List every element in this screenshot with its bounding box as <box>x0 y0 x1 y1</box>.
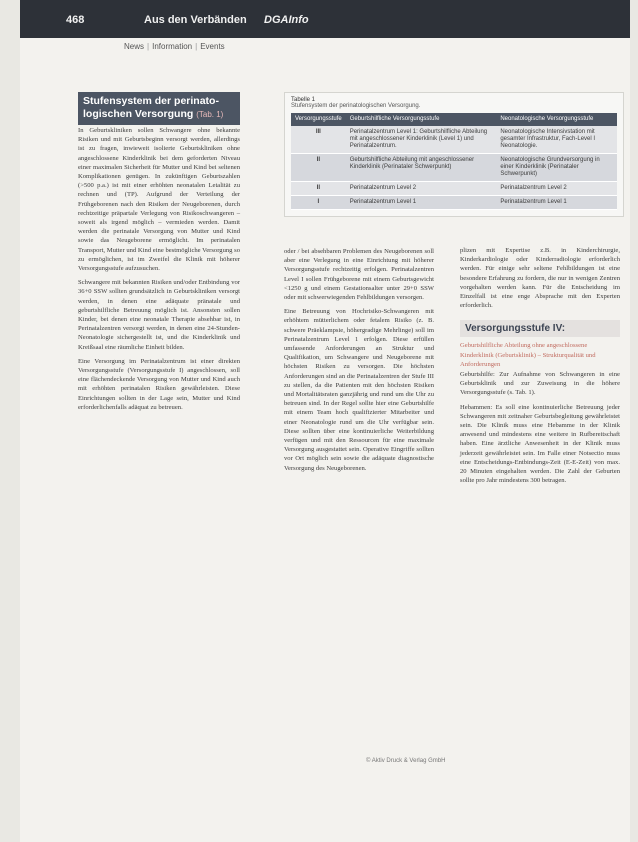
right-intro: plizen mit Expertise z.B. in Kinderchirurgie, Kinderkardiologie oder Kinderradiologie erforderlich werden. Für einige sehr seltene Fehlbildungen ist eine besondere Erfahrung zu fordern, die nur in wenigen Zentren vorgehalten werden kann. Für die Entscheidung im Einzelfall ist eine enge Absprache mit den Experten erforderlich. <box>460 247 620 310</box>
subsection-heading: Versorgungsstufe IV: <box>460 320 620 337</box>
paragraph: Hebammen: Es soll eine kontinuierliche Betreuung jeder Schwangeren mit zeitnaher Geburtsbegleitung gewährleistet sein. Die Klinik muss eine Hebamme in der Klinik anwesend und mindestens eine weitere in Rufbereitschaft haben. Eine ärztliche Anwesenheit in der Klinik muss jederzeit gewährleistet sein. Im Falle einer Notsectio muss eine Entscheidungs-Entbindungs-Zeit (E-E-Zeit) von max. 20 Minuten eingehalten werden. Die Zahl der Geburten sollte pro Jahr mindestens 300 betragen. <box>460 403 620 485</box>
paragraph: oder / bei absehbaren Problemen des Neugeborenen soll aber eine Verlegung in eine Einrichtung mit höherer Versorgungsstufe rechtzeitig erfolgen. Perinatalzentren Level I sollen Frühgeborene mit einem Geburtsgewicht <1250 g und einem Gestationsalter unter 29+0 SSW oder mit schwerwiegenden Fehlbildungen versorgen. <box>284 248 434 302</box>
paragraph: Eine Betreuung von Hochrisiko-Schwangeren mit erhöhtem mütterlichem oder fetalem Risiko (z. B. schwere Präeklampsie, höhergradige Mehrlinge) soll im Perinatalzentrum Level 1 erfolgen. Diese erfüllen umfassende Anforderungen an Struktur und Qualifikation, um Schwangere und Neugeborene mit höchsten Risiken zu versorgen. Die höchsten Anforderungen sind an die Perinatalzentren der Stufe III zu stellen, da die Patienten mit den höchsten Risiken und Mortalitätsraten ganzjährig und rund um die Uhr zu betreuen sind. In der Regel sollte hier eine Geburtshilfe mit einem Team hoch qualifizierter Mitarbeiter und einer Neonatologie rund um die Uhr verfügbar sein. Diese sollten über eine kontinuierliche Weiterbildung verfügen und mit den Ressourcen für eine maximale Versorgung ausgestattet sein. Operative Eingriffe sollten vor Ort möglich sein sowie die adäquate diagnostische Versorgung des Neugeborenen. <box>284 308 434 472</box>
table-row: II Geburtshilfliche Abteilung mit angeschlossener Kinderklinik (Perinataler Schwerpunkt) Neonatologische Grundversorgung in einer Kinderklinik (Perinataler Schwerpunkt) <box>291 154 617 182</box>
left-column <box>78 92 240 412</box>
journal-name: DGAInfo <box>264 14 309 26</box>
right-body <box>460 370 620 485</box>
paragraph: Eine Versorgung im Perinatalzentrum ist einer direkten Versorgungsstufe (Versorgungsstufe I) angeschlossen, soll eine flächendeckende Versorgung von Mutter und Kind auch mit erhöhten perinatalen Risiken gewährleisten. Diese Einrichtungen sollten in der Lage sein, Mutter und Kind erforderlichenfalls adäquat zu betreuen. <box>78 357 240 411</box>
middle-body <box>284 247 434 473</box>
left-body <box>78 126 240 412</box>
section-title: Aus den Verbänden <box>144 14 247 26</box>
table-row: I Perinatalzentrum Level 1 Perinatalzentrum Level 1 <box>291 196 617 210</box>
table-grid <box>291 113 617 210</box>
table-1 <box>284 92 624 217</box>
table-row: III Perinatalzentrum Level 1: Geburtshilfliche Abteilung mit angeschlossener Kinderklinik (Level 1) und Perinatalzentrum. Neonatologische Intensivstation mit gesamter Infrastruktur, Fach-Level I Neonatologie. <box>291 126 617 154</box>
page <box>20 0 630 842</box>
paragraph: In Geburtskliniken sollen Schwangere ohne bekannte Risiken und mit Geburtsbeginn versorgt werden, allerdings ist zu fragen, inwieweit isolierte Geburtskliniken ohne angeschlossene Kinderklinik bei dem geforderten Niveau einer maximalen Sicherheit für Mutter und Kind bei seltenen Komplikationen genügen. In zukünftigen Geburtszahlen (>500 p.a.) ist mit einer erhöhten neonatalen Letalität zu rechnen und (TP). Aufgrund der Verteilung der Frühgeborenen nach den Risiken der Neugeborenen, durch rechtzeitige präpartale Verlegung von Risikoschwangeren – soweit als irgend möglich – vermieden werden. Damit werden die perinatale Versorgung von Mutter und Kind sowie das Neugeborene ermöglicht. Im perinatalen Transport, Mutter und Kind eine bestmögliche Versorgung so zu ermöglichen, ist im Zweifel die Klinik mit höherer Versorgungsstufe aufzusuchen. <box>78 127 240 273</box>
table-subtitle: Stufensystem der perinatologischen Versorgung. <box>291 103 421 109</box>
paragraph: Geburtshilfe: Zur Aufnahme von Schwangeren in eine Geburtsklinik und zur Zuweisung in die höhere Versorgungsstufe (s. Tab. 1). <box>460 371 620 397</box>
column-header: Geburtshilfliche Versorgungsstufe <box>346 113 497 126</box>
footer: © Aktiv Druck & Verlag GmbH <box>366 758 446 764</box>
table-row: II Perinatalzentrum Level 2 Perinatalzentrum Level 2 <box>291 182 617 196</box>
subnav-events: Events <box>200 42 225 51</box>
column-header: Neonatologische Versorgungsstufe <box>496 113 617 126</box>
running-header <box>20 0 630 38</box>
paragraph: Schwangere mit bekannten Risiken und/oder Entbindung vor 36+0 SSW sollten grundsätzlich in Geburtskliniken versorgt werden, in denen eine adäquate pränatale und geburtshilfliche Betreuung möglich ist. Ansonsten sollen Kinder, bei denen eine neonatale Therapie absehbar ist, in Perinatalzentren versorgt werden, in denen eine 24-Stunden-Neonatologie sichergestellt ist, und die Kinderklinik und Kreißsaal eine räumliche Einheit bilden. <box>78 279 240 351</box>
right-column <box>460 246 620 485</box>
middle-column <box>284 246 434 473</box>
highlight-text: Geburtshilfliche Abteilung ohne angeschlossene Kinderklinik (Geburtsklinik) – Strukturqualität und Anforderungen <box>460 342 596 368</box>
column-header: Versorgungsstufe <box>291 113 346 126</box>
page-number: 468 <box>66 14 85 26</box>
subnav-information: Information <box>152 42 193 51</box>
table-reference: (Tab. 1) <box>196 110 224 119</box>
sub-navigation: News | Information | Events <box>124 42 225 51</box>
subnav-news: News <box>124 42 145 51</box>
table-title: Tabelle 1 <box>291 97 316 103</box>
section-heading: Stufensystem der perinato-logischen Versorgung (Tab. 1) <box>78 92 240 125</box>
